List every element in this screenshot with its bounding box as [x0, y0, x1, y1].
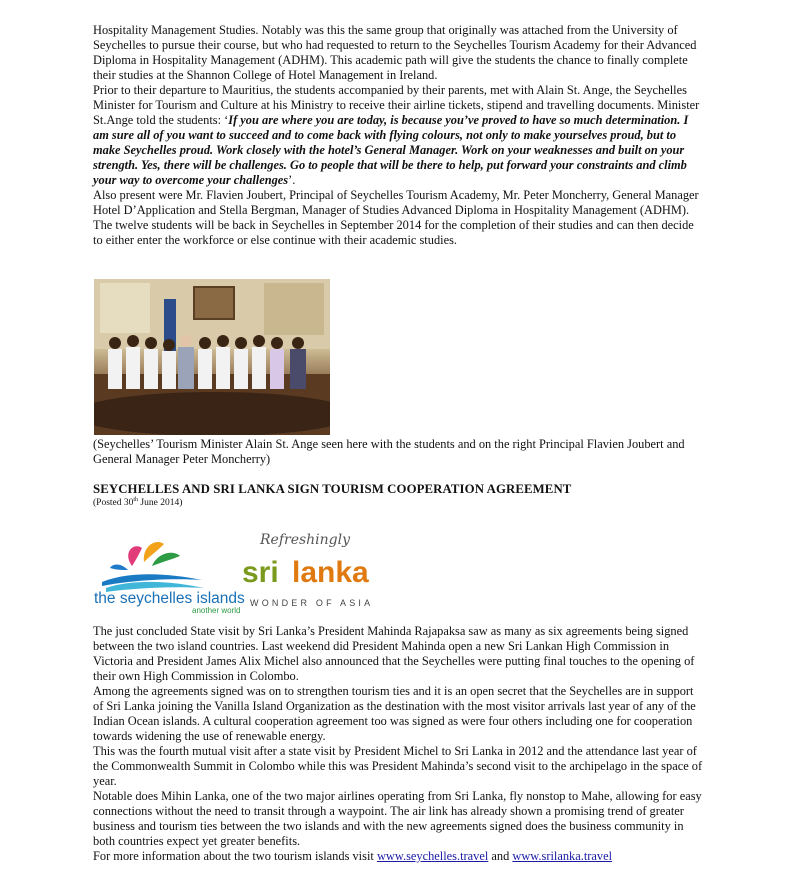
article-section-2: [93, 624, 705, 864]
links-lead-in: For more information about the two tourism islands visit: [93, 849, 377, 863]
srilanka-logo-name-b: lanka: [292, 556, 369, 589]
article-heading: SEYCHELLES AND SRI LANKA SIGN TOURISM COOPERATION AGREEMENT: [93, 482, 572, 496]
srilanka-travel-link[interactable]: www.srilanka.travel: [512, 849, 613, 863]
group-photo: [94, 279, 330, 435]
seychelles-travel-link[interactable]: www.seychelles.travel: [376, 849, 489, 863]
seychelles-logo-text: the seychelles islands: [94, 590, 245, 607]
seychelles-logo-tagline: another world: [192, 606, 241, 615]
posted-date: [93, 497, 182, 508]
paragraph: This was the fourth mutual visit after a state visit by President Michel to Sri Lanka in 2012 and the attendance last year of the Commonwealth Summit in Colombo while this was President Mahinda’s second visit to the archipelago in the space of year.: [93, 744, 703, 788]
logos-illustration: [92, 522, 392, 616]
seychelles-logo: [94, 542, 245, 615]
paragraph: Hospitality Management Studies. Notably was this the same group that originally was attached from the University of Seychelles to pursue their course, but who had requested to return to the Seychelles Tourism Academy for their Advanced Diploma in Hospitality Management (ADHM). This academic path will give the students the chance to finally complete their studies at the Shannon College of Hotel Management in Ireland.: [93, 23, 697, 82]
paragraph-links: [93, 849, 705, 864]
quote-close: ’.: [288, 173, 296, 187]
srilanka-logo-tagline: WONDER OF ASIA: [250, 598, 374, 608]
paragraph: Among the agreements signed was on to strengthen tourism ties and it is an open secret that the Seychelles are in support of Sri Lanka joining the Vanilla Island Organization as the destination with the most visitor arrivals last year of any of the Indian Ocean islands. A cultural cooperation agreement too was signed as were four others including one for cooperation towards widening the use of renewable energy.: [93, 684, 696, 743]
srilanka-logo-script: Refreshingly: [260, 532, 351, 548]
group-photo-illustration: [94, 279, 330, 435]
tourism-logos: [92, 522, 392, 616]
posted-suffix: June 2014): [138, 498, 183, 509]
paragraph: Also present were Mr. Flavien Joubert, Principal of Seychelles Tourism Academy, Mr. Peter Moncherry, General Manager Hotel D’Application and Stella Bergman, Manager of Studies Advanced Diploma in Hospitality Management (ADHM).: [93, 188, 699, 217]
posted-prefix: (Posted 30: [93, 498, 134, 509]
paragraph: The twelve students will be back in Seychelles in September 2014 for the completion of their studies and can then decide to either enter the workforce or else continue with their academic studies.: [93, 218, 694, 247]
quote-lead-in: Prior to their departure to Mauritius, the students accompanied by their parents, met with Alain St. Ange, the Seychelles Minister for Tourism and Culture at his Ministry to receive their airline tickets, stipend and travelling documents. Minister St.Ange told the students: ‘: [93, 83, 700, 127]
srilanka-logo: [242, 532, 373, 608]
links-conjunction: and: [488, 849, 513, 863]
srilanka-logo-name-a: sri: [242, 556, 279, 589]
paragraph: Notable does Mihin Lanka, one of the two major airlines operating from Sri Lanka, fly nonstop to Mahe, allowing for easy connections without the need to transit through a waypoint. The air link has already shown a promising trend of greater business and tourism ties between the two islands and with the new agreements signed does the business community in both countries expect yet greater benefits.: [93, 789, 702, 848]
posted-superscript: th: [133, 497, 139, 503]
paragraph: The just concluded State visit by Sri Lanka’s President Mahinda Rajapaksa saw as many as six agreements being signed between the two island countries. Last weekend did President Mahinda open a new Sri Lankan High Commission in Victoria and President James Alix Michel also announced that the Seychelles were putting final touches to the opening of their own High Commission in Colombo.: [93, 624, 695, 683]
photo-caption: (Seychelles’ Tourism Minister Alain St. Ange seen here with the students and on the right Principal Flavien Joubert and General Manager Peter Moncherry): [93, 437, 685, 466]
paragraph-minister-quote: [93, 83, 705, 188]
minister-quote: If you are where you are today, is because you’ve proved to have so much determination. I am sure all of you want to succeed and to come back with flying colours, not only to make yourselves proud, but to make Seychelles proud. Work closely with the hotel’s General Manager. Work on your weaknesses and built on your strength. Yes, there will be challenges. Go to people that will be there to help, put forward your constraints and climb your way to overcome your challenges: [93, 113, 689, 187]
article-section-1: [93, 23, 705, 248]
